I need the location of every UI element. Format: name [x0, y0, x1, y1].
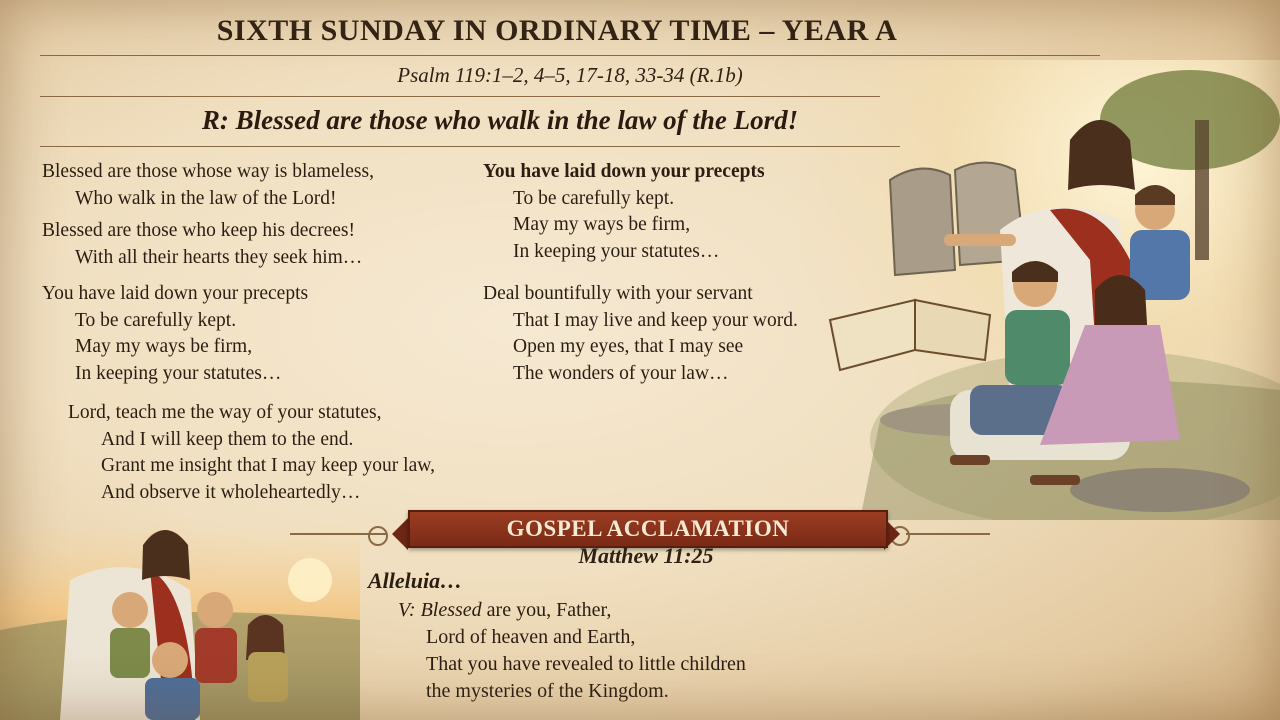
banner-flourish-right	[906, 533, 990, 535]
banner-tail-left	[392, 518, 408, 550]
stanza-line: To be carefully kept.	[513, 187, 675, 209]
verse-first-line	[398, 597, 746, 624]
alleluia: Alleluia…	[368, 568, 463, 593]
verse-first-rest: are you, Father,	[486, 599, 612, 621]
stanza-line: Open my eyes, that I may see	[513, 336, 744, 357]
stanza-line: To be carefully kept.	[75, 309, 237, 331]
right-stanza-1	[483, 159, 765, 265]
title-divider	[40, 55, 1100, 56]
gospel-reference: Matthew 11:25	[578, 543, 714, 568]
left-stanza-3	[42, 281, 308, 387]
left-stanza-4	[68, 400, 435, 506]
verse-line: Lord of heaven and Earth,	[426, 626, 636, 648]
response-divider	[40, 146, 900, 147]
stanza-line: Grant me insight that I may keep your law,	[101, 455, 435, 476]
reference-divider	[40, 96, 880, 97]
right-stanza-2	[483, 281, 798, 387]
verse-label: V:	[398, 599, 416, 621]
stanza-line: You have laid down your precepts	[483, 161, 765, 182]
stanza-line: May my ways be firm,	[75, 336, 253, 357]
page-title: SIXTH SUNDAY IN ORDINARY TIME – YEAR A	[216, 14, 898, 47]
stanza-line: That I may live and keep your word.	[513, 309, 798, 331]
stanza-line: Deal bountifully with your servant	[483, 283, 753, 304]
stanza-line: The wonders of your law…	[513, 362, 729, 384]
psalm-response: R: Blessed are those who walk in the law of the Lord!	[201, 105, 799, 135]
stanza-line: With all their hearts they seek him…	[75, 246, 363, 268]
verse-line: That you have revealed to little children	[426, 653, 746, 675]
stanza-line: Who walk in the law of the Lord!	[75, 187, 337, 209]
jesus-with-children-sunset-illustration	[0, 510, 360, 720]
left-stanza-2	[42, 218, 362, 271]
left-stanza-1	[42, 159, 374, 212]
stanza-line: In keeping your statutes…	[75, 362, 282, 384]
gospel-verse	[398, 597, 746, 705]
stanza-line: May my ways be firm,	[513, 214, 691, 235]
stanza-line: Blessed are those who keep his decrees!	[42, 220, 355, 241]
banner-title: GOSPEL ACCLAMATION	[506, 516, 790, 541]
stanza-line: In keeping your statutes…	[513, 240, 720, 262]
verse-line: the mysteries of the Kingdom.	[426, 680, 669, 702]
stanza-line: You have laid down your precepts	[42, 283, 309, 304]
verse-first-word: Blessed	[420, 599, 482, 621]
stanza-line: Lord, teach me the way of your statutes,	[68, 402, 382, 423]
banner-curl-left	[368, 526, 388, 546]
stanza-line: And I will keep them to the end.	[101, 428, 354, 450]
stanza-line: And observe it wholeheartedly…	[101, 481, 361, 503]
psalm-reference: Psalm 119:1–2, 4–5, 17-18, 33-34 (R.1b)	[397, 63, 743, 87]
stanza-line: Blessed are those whose way is blameless,	[42, 161, 374, 182]
